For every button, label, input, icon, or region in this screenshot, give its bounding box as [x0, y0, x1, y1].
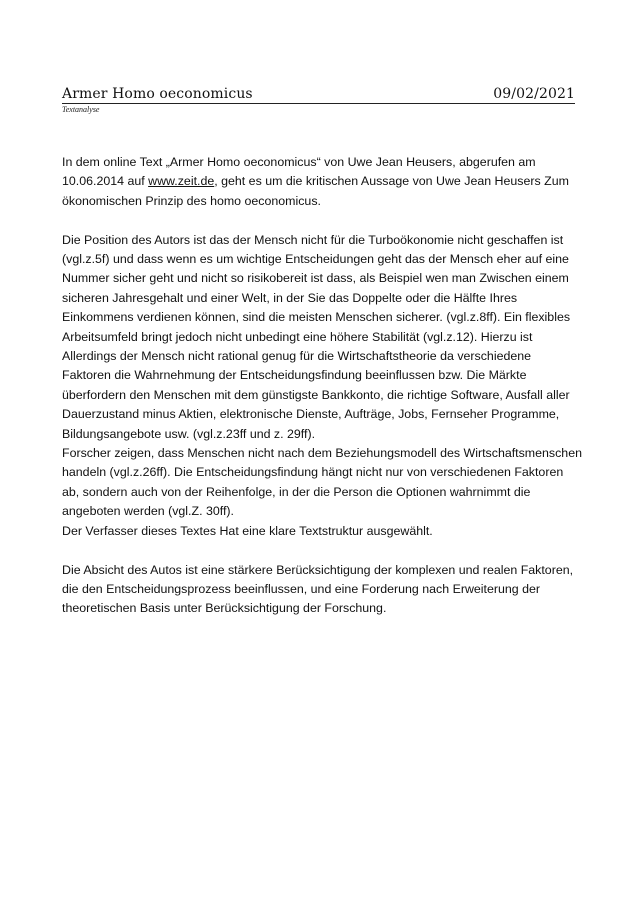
document-body	[62, 153, 582, 619]
intro-text-before-link: In dem online Text „Armer Homo oeconomicus“ von Uwe Jean Heusers, abgerufen am 10.06.2014 auf	[62, 155, 536, 189]
intro-paragraph	[62, 153, 582, 211]
document-header	[62, 86, 575, 114]
document-date: 09/02/2021	[493, 86, 575, 102]
position-paragraph: Die Position des Autors ist das der Mensch nicht für die Turboökonomie nicht geschaffen ist (vgl.z.5f) und dass wenn es um wichtige Entscheidungen geht das der Mensch eher auf eine Nummer sicher geht und nicht so risikobereit ist dass, als Beispiel wen man Zwischen einem sicheren Jahresgehalt und einer Welt, in der Sie das Doppelte oder die Hälfte Ihres Einkommens verdienen können, sind die meisten Menschen sicherer. (vgl.z.8ff). Ein flexibles Arbeitsumfeld bringt jedoch nicht unbedingt eine höhere Stabilität (vgl.z.12). Hierzu ist Allerdings der Mensch nicht rational genug für die Wirtschaftstheorie da verschiedene Faktoren die Wahrnehmung der Entscheidungsfindung beeinflussen bzw. Die Märkte überfordern den Menschen mit dem günstigste Bankkonto, die richtige Software, Ausfall aller Dauerzustand minus Aktien, elektronische Dienste, Aufträge, Jobs, Fernseher Programme, Bildungsangebote usw. (vgl.z.23ff und z. 29ff).	[62, 232, 571, 441]
conclusion-paragraph: Die Absicht des Autos ist eine stärkere Berücksichtigung der komplexen und realen Faktoren, die den Entscheidungsprozess beeinflussen, und eine Forderung nach Erweiterung der theoretischen Basis unter Berücksichtigung der Forschung.	[62, 562, 574, 616]
intro-text-after-link: , geht es um die kritischen Aussage von Uwe Jean Heusers Zum ökonomischen Prinzip des homo oeconomicus.	[62, 174, 569, 208]
paragraph-spacer	[62, 211, 582, 230]
source-link[interactable]: www.zeit.de	[148, 174, 215, 189]
document-subtitle: Textanalyse	[62, 105, 100, 114]
structure-paragraph: Der Verfasser dieses Textes Hat eine klare Textstruktur ausgewählt.	[62, 523, 433, 538]
paragraph-spacer	[62, 541, 582, 560]
research-paragraph: Forscher zeigen, dass Menschen nicht nach dem Beziehungsmodell des Wirtschaftsmenschen handeln (vgl.z.26ff). Die Entscheidungsfindung hängt nicht nur von verschiedenen Faktoren ab, sondern auch von der Reihenfolge, in der die Person die Optionen wahrnimmt die angeboten werden (vgl.Z. 30ff).	[62, 446, 582, 519]
document-title: Armer Homo oeconomicus	[62, 86, 253, 102]
header-row	[62, 86, 575, 104]
